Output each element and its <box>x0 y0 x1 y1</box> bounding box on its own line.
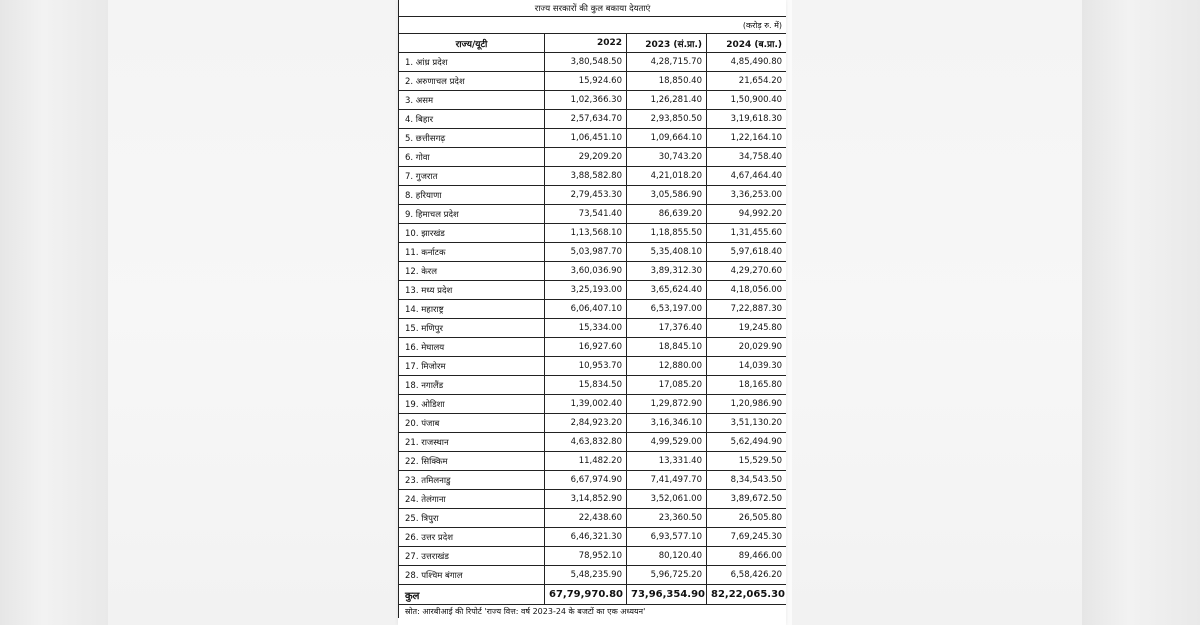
value-2024: 4,18,056.00 <box>707 281 787 300</box>
blurred-margin-right <box>792 0 1082 625</box>
table-row <box>399 110 787 129</box>
table-row <box>399 452 787 471</box>
value-2023: 6,93,577.10 <box>627 528 707 547</box>
value-2024: 6,58,426.20 <box>707 566 787 585</box>
value-2024: 3,89,672.50 <box>707 490 787 509</box>
value-2024: 20,029.90 <box>707 338 787 357</box>
value-2023: 86,639.20 <box>627 205 707 224</box>
state-name: 24. तेलंगाना <box>399 490 545 509</box>
value-2023: 4,99,529.00 <box>627 433 707 452</box>
value-2023: 3,65,624.40 <box>627 281 707 300</box>
value-2024: 89,466.00 <box>707 547 787 566</box>
table-row <box>399 72 787 91</box>
value-2022: 78,952.10 <box>545 547 627 566</box>
value-2024: 7,22,887.30 <box>707 300 787 319</box>
state-name: 17. मिजोरम <box>399 357 545 376</box>
value-2023: 1,29,872.90 <box>627 395 707 414</box>
total-label: कुल <box>399 585 545 605</box>
total-row <box>399 585 787 605</box>
value-2022: 2,84,923.20 <box>545 414 627 433</box>
value-2022: 6,06,407.10 <box>545 300 627 319</box>
table-row <box>399 471 787 490</box>
value-2023: 2,93,850.50 <box>627 110 707 129</box>
state-name: 25. त्रिपुरा <box>399 509 545 528</box>
table-row <box>399 300 787 319</box>
total-2023: 73,96,354.90 <box>627 585 707 605</box>
unit-row <box>399 17 787 34</box>
value-2024: 21,654.20 <box>707 72 787 91</box>
table-row <box>399 205 787 224</box>
value-2023: 18,845.10 <box>627 338 707 357</box>
document-page <box>398 0 786 625</box>
value-2022: 3,88,582.80 <box>545 167 627 186</box>
value-2022: 3,80,548.50 <box>545 53 627 72</box>
value-2024: 5,62,494.90 <box>707 433 787 452</box>
value-2022: 15,334.00 <box>545 319 627 338</box>
value-2022: 1,39,002.40 <box>545 395 627 414</box>
table-row <box>399 414 787 433</box>
state-name: 3. असम <box>399 91 545 110</box>
state-name: 18. नगालैंड <box>399 376 545 395</box>
value-2024: 14,039.30 <box>707 357 787 376</box>
value-2022: 2,79,453.30 <box>545 186 627 205</box>
value-2022: 3,25,193.00 <box>545 281 627 300</box>
value-2022: 3,60,036.90 <box>545 262 627 281</box>
value-2024: 4,29,270.60 <box>707 262 787 281</box>
state-name: 28. पश्चिम बंगाल <box>399 566 545 585</box>
background-right <box>1082 0 1200 625</box>
table-row <box>399 281 787 300</box>
source-note: स्रोत: आरबीआई की रिपोर्ट 'राज्य वित्त: वर्ष 2023-24 के बजटों का एक अध्ययन' <box>399 605 787 619</box>
table-title: राज्य सरकारों की कुल बकाया देयताएं <box>399 0 787 17</box>
state-name: 7. गुजरात <box>399 167 545 186</box>
table-row <box>399 262 787 281</box>
value-2024: 7,69,245.30 <box>707 528 787 547</box>
header-state: राज्य/यूटी <box>399 34 545 53</box>
state-name: 1. आंध्र प्रदेश <box>399 53 545 72</box>
value-2024: 3,36,253.00 <box>707 186 787 205</box>
header-2022: 2022 <box>545 34 627 53</box>
table-row <box>399 167 787 186</box>
table-row <box>399 53 787 72</box>
total-2024: 82,22,065.30 <box>707 585 787 605</box>
state-name: 15. मणिपुर <box>399 319 545 338</box>
value-2022: 16,927.60 <box>545 338 627 357</box>
value-2024: 5,97,618.40 <box>707 243 787 262</box>
table-row <box>399 91 787 110</box>
state-name: 26. उत्तर प्रदेश <box>399 528 545 547</box>
value-2023: 7,41,497.70 <box>627 471 707 490</box>
value-2023: 18,850.40 <box>627 72 707 91</box>
table-row <box>399 566 787 585</box>
blurred-margin-left <box>108 0 398 625</box>
table-row <box>399 509 787 528</box>
value-2022: 29,209.20 <box>545 148 627 167</box>
background-left <box>0 0 108 625</box>
header-2024: 2024 (ब.प्रा.) <box>707 34 787 53</box>
table-row <box>399 243 787 262</box>
state-name: 16. मेघालय <box>399 338 545 357</box>
state-name: 2. अरुणाचल प्रदेश <box>399 72 545 91</box>
value-2022: 5,03,987.70 <box>545 243 627 262</box>
unit-label: (करोड़ रु. में) <box>399 17 787 34</box>
state-name: 19. ओडिशा <box>399 395 545 414</box>
state-name: 6. गोवा <box>399 148 545 167</box>
value-2023: 3,52,061.00 <box>627 490 707 509</box>
table-row <box>399 338 787 357</box>
value-2023: 1,09,664.10 <box>627 129 707 148</box>
table-row <box>399 148 787 167</box>
total-2022: 67,79,970.80 <box>545 585 627 605</box>
state-name: 11. कर्नाटक <box>399 243 545 262</box>
value-2022: 3,14,852.90 <box>545 490 627 509</box>
header-2023: 2023 (सं.प्रा.) <box>627 34 707 53</box>
value-2024: 19,245.80 <box>707 319 787 338</box>
table-row <box>399 490 787 509</box>
state-name: 20. पंजाब <box>399 414 545 433</box>
value-2023: 4,21,018.20 <box>627 167 707 186</box>
value-2022: 15,834.50 <box>545 376 627 395</box>
value-2024: 4,85,490.80 <box>707 53 787 72</box>
state-name: 23. तमिलनाडु <box>399 471 545 490</box>
table-title-row <box>399 0 787 17</box>
state-name: 27. उत्तराखंड <box>399 547 545 566</box>
table-row <box>399 433 787 452</box>
value-2024: 1,50,900.40 <box>707 91 787 110</box>
table-row <box>399 129 787 148</box>
value-2024: 26,505.80 <box>707 509 787 528</box>
value-2022: 22,438.60 <box>545 509 627 528</box>
value-2023: 1,18,855.50 <box>627 224 707 243</box>
value-2023: 4,28,715.70 <box>627 53 707 72</box>
table-row <box>399 376 787 395</box>
state-name: 14. महाराष्ट्र <box>399 300 545 319</box>
table-row <box>399 395 787 414</box>
value-2022: 11,482.20 <box>545 452 627 471</box>
value-2023: 3,16,346.10 <box>627 414 707 433</box>
state-name: 22. सिक्किम <box>399 452 545 471</box>
value-2022: 6,67,974.90 <box>545 471 627 490</box>
state-name: 10. झारखंड <box>399 224 545 243</box>
liabilities-table <box>398 0 786 618</box>
value-2022: 73,541.40 <box>545 205 627 224</box>
value-2022: 5,48,235.90 <box>545 566 627 585</box>
value-2023: 5,35,408.10 <box>627 243 707 262</box>
value-2023: 3,05,586.90 <box>627 186 707 205</box>
table-row <box>399 357 787 376</box>
value-2024: 8,34,543.50 <box>707 471 787 490</box>
value-2022: 2,57,634.70 <box>545 110 627 129</box>
state-name: 13. मध्य प्रदेश <box>399 281 545 300</box>
value-2023: 30,743.20 <box>627 148 707 167</box>
value-2024: 18,165.80 <box>707 376 787 395</box>
value-2022: 1,02,366.30 <box>545 91 627 110</box>
table-row <box>399 547 787 566</box>
value-2024: 1,31,455.60 <box>707 224 787 243</box>
state-name: 9. हिमाचल प्रदेश <box>399 205 545 224</box>
value-2023: 1,26,281.40 <box>627 91 707 110</box>
header-row <box>399 34 787 53</box>
value-2024: 1,20,986.90 <box>707 395 787 414</box>
value-2023: 12,880.00 <box>627 357 707 376</box>
value-2024: 3,51,130.20 <box>707 414 787 433</box>
state-name: 8. हरियाणा <box>399 186 545 205</box>
value-2024: 3,19,618.30 <box>707 110 787 129</box>
state-name: 21. राजस्थान <box>399 433 545 452</box>
value-2024: 4,67,464.40 <box>707 167 787 186</box>
state-name: 4. बिहार <box>399 110 545 129</box>
value-2023: 3,89,312.30 <box>627 262 707 281</box>
table-row <box>399 528 787 547</box>
value-2022: 4,63,832.80 <box>545 433 627 452</box>
value-2024: 15,529.50 <box>707 452 787 471</box>
value-2022: 1,06,451.10 <box>545 129 627 148</box>
value-2024: 94,992.20 <box>707 205 787 224</box>
table-row <box>399 186 787 205</box>
value-2023: 6,53,197.00 <box>627 300 707 319</box>
value-2022: 10,953.70 <box>545 357 627 376</box>
value-2023: 23,360.50 <box>627 509 707 528</box>
table-row <box>399 319 787 338</box>
value-2023: 17,376.40 <box>627 319 707 338</box>
value-2023: 80,120.40 <box>627 547 707 566</box>
value-2022: 1,13,568.10 <box>545 224 627 243</box>
value-2023: 5,96,725.20 <box>627 566 707 585</box>
source-row <box>399 605 787 619</box>
value-2024: 1,22,164.10 <box>707 129 787 148</box>
value-2024: 34,758.40 <box>707 148 787 167</box>
value-2022: 6,46,321.30 <box>545 528 627 547</box>
value-2023: 13,331.40 <box>627 452 707 471</box>
state-name: 12. केरल <box>399 262 545 281</box>
value-2022: 15,924.60 <box>545 72 627 91</box>
table-row <box>399 224 787 243</box>
state-name: 5. छत्तीसगढ़ <box>399 129 545 148</box>
value-2023: 17,085.20 <box>627 376 707 395</box>
